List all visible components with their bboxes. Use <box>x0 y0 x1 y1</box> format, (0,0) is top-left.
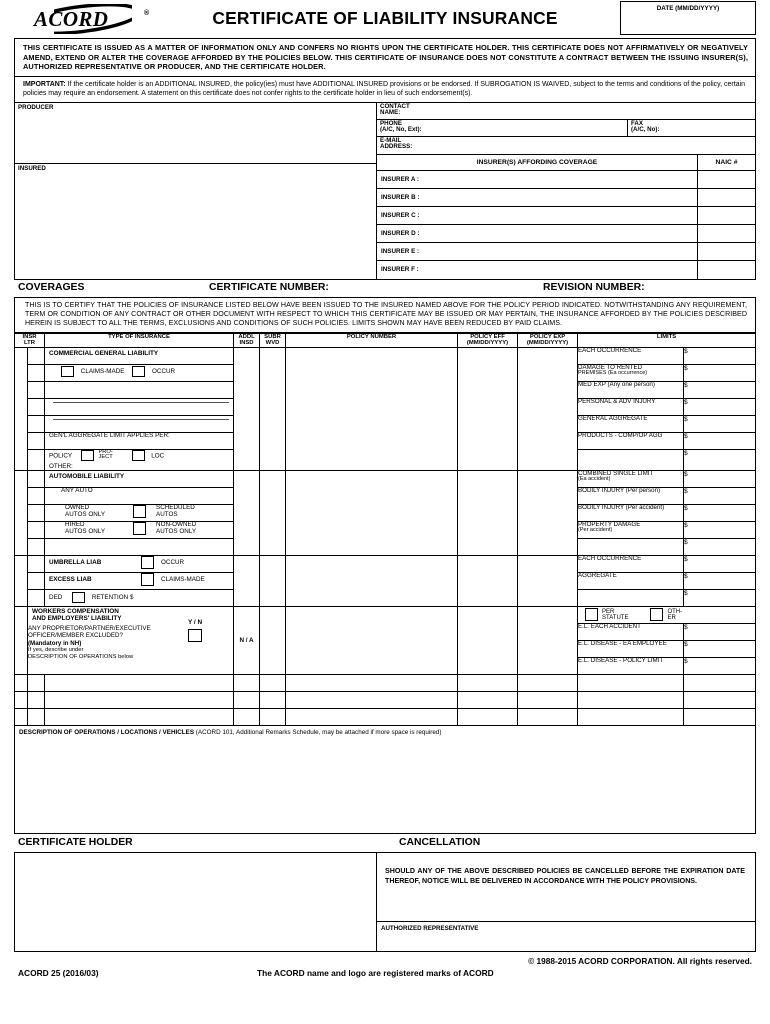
gl-checkbox-claims[interactable] <box>28 364 45 381</box>
auto-limit-label-2: BODILY INJURY (Per accident) <box>578 504 684 521</box>
gl-claims-occur-cell <box>45 364 234 381</box>
wc-limit-label-0: E.L. EACH ACCIDENT <box>578 623 684 640</box>
blank-subr-2[interactable] <box>260 691 286 708</box>
wc-subr-wvd[interactable] <box>260 606 286 674</box>
trademark-notice: The ACORD name and logo are registered marks of ACORD <box>257 967 494 978</box>
insurer-e-naic[interactable] <box>697 243 755 260</box>
contact-email-row[interactable] <box>377 137 755 155</box>
blank-polnum-2[interactable] <box>286 691 458 708</box>
auto-nonowned-label-2: AUTOS ONLY <box>156 527 197 535</box>
insurer-b-label: INSURER B : <box>381 193 420 201</box>
blank-limlab-2[interactable] <box>578 691 684 708</box>
auto-limit-label-4 <box>578 538 684 555</box>
producer-insured-block <box>14 103 756 280</box>
auto-hired-nonowned-cell <box>45 521 234 538</box>
gl-limit-value-3[interactable]: $ <box>684 398 756 415</box>
blank-addl-1[interactable] <box>234 674 260 691</box>
umbrella-limit-value-0[interactable]: $ <box>684 555 756 572</box>
auto-title: AUTOMOBILE LIABILITY <box>49 472 125 480</box>
gl-limit-label-0: EACH OCCURRENCE <box>578 347 684 364</box>
auto-limit-value-4[interactable]: $ <box>684 538 756 555</box>
th-policy-number: POLICY NUMBER <box>286 333 458 347</box>
copyright-text: © 1988-2015 ACORD CORPORATION. All rights reserved. <box>528 955 752 966</box>
auto-any-auto-label: ANY AUTO <box>61 486 93 494</box>
umbrella-policy-eff[interactable] <box>458 555 518 606</box>
gl-claims-made-label: CLAIMS-MADE <box>80 367 125 375</box>
th-policy-exp: POLICY EXP (MM/DD/YYYY) <box>518 333 578 347</box>
gl-checkbox-blank-1[interactable] <box>28 381 45 398</box>
contact-phone-fax-row <box>377 120 755 137</box>
gl-limit-value-6[interactable]: $ <box>684 449 756 470</box>
cancellation-cell <box>377 853 755 951</box>
certificate-number-label: CERTIFICATE NUMBER: <box>209 281 329 293</box>
wc-limit-label-1: E.L. DISEASE - EA EMPLOYEE <box>578 640 684 657</box>
blank-row-2 <box>15 691 756 708</box>
umbrella-row-1 <box>15 555 756 572</box>
gl-limit-label-5: PRODUCTS - COMP/OP AGG <box>578 432 684 449</box>
wc-ifyes-1: If yes, describe under <box>28 646 84 653</box>
insurer-e-label: INSURER E : <box>381 247 420 255</box>
gl-writein-2[interactable] <box>45 415 234 432</box>
wc-title-1: WORKERS COMPENSATION <box>32 607 119 615</box>
blank-subr-1[interactable] <box>260 674 286 691</box>
gl-limit-label-3: PERSONAL & ADV INJURY <box>578 398 684 415</box>
umbrella-checkbox[interactable] <box>28 555 45 572</box>
wc-policy-number[interactable] <box>286 606 458 674</box>
coverages-bar <box>14 282 756 297</box>
auto-limit-label-1: BODILY INJURY (Per person) <box>578 487 684 504</box>
table-header-row <box>15 333 756 347</box>
gl-project-checkbox[interactable] <box>81 450 94 461</box>
gl-title-cell <box>45 347 234 364</box>
gl-checkbox-blank-3[interactable] <box>28 415 45 432</box>
blank-limlab-3[interactable] <box>578 708 684 725</box>
gl-addl-insd[interactable] <box>234 347 260 470</box>
auto-scheduled-label-2: AUTOS <box>156 510 178 518</box>
gl-other-label[interactable]: OTHER: <box>49 462 73 470</box>
auto-subr-wvd[interactable] <box>260 470 286 555</box>
umbrella-limit-value-2[interactable]: $ <box>684 589 756 606</box>
wc-other-checkbox[interactable] <box>650 608 663 621</box>
gl-agg-spacer <box>28 432 45 449</box>
wc-question-1: ANY PROPRIETOR/PARTNER/EXECUTIVE <box>28 625 151 633</box>
insurer-f-naic[interactable] <box>697 261 755 279</box>
ded-checkbox[interactable] <box>28 589 45 606</box>
umbrella-limit-label-2 <box>578 589 684 606</box>
auto-any-auto-cell <box>45 487 234 504</box>
auto-title-cell <box>45 470 234 487</box>
important-notice <box>14 77 756 102</box>
auto-scheduled-label-1: SCHEDULED <box>156 503 195 511</box>
gl-checkbox-blank-2[interactable] <box>28 398 45 415</box>
auto-owned-scheduled-cell <box>45 504 234 521</box>
blank-eff-3[interactable] <box>458 708 518 725</box>
holder-cancellation-bar <box>14 837 756 852</box>
auto-scheduled-checkbox[interactable] <box>133 505 146 518</box>
umbrella-limit-label-1: AGGREGATE <box>578 572 684 589</box>
gl-project-label-1: PRO- <box>98 448 113 455</box>
gl-project-label-2: JECT <box>98 454 113 461</box>
insurers-header-row <box>377 155 755 171</box>
certify-text: THIS IS TO CERTIFY THAT THE POLICIES OF INSURANCE LISTED BELOW HAVE BEEN ISSUED TO THE INSURED NAMED ABOVE FOR THE POLICY PERIOD INDICATED. NOTWITHSTANDING ANY REQUIREMENT, TERM OR CONDITION OF ANY CONTRACT OR OTHER DOCUMENT WITH RESPECT TO WHICH THIS CERTIFICATE MAY BE ISSUED OR MAY PERTAIN, THE INSURANCE AFFORDED BY THE POLICIES DESCRIBED HEREIN IS SUBJECT TO ALL THE TERMS, EXCLUSIONS AND CONDITIONS OF SUCH POLICIES. LIMITS SHOWN MAY HAVE BEEN REDUCED BY PAID CLAIMS. <box>14 297 756 333</box>
blank-subr-3[interactable] <box>260 708 286 725</box>
form-number: ACORD 25 (2016/03) <box>18 967 99 978</box>
excess-claims-made-label: CLAIMS-MADE <box>161 575 205 583</box>
auto-blank-cell[interactable] <box>45 538 234 555</box>
date-box[interactable] <box>620 1 756 35</box>
gl-loc-label: LOC <box>151 451 165 459</box>
th-addl-insd: ADDL INSD <box>234 333 260 347</box>
producer-insured-left <box>15 103 377 279</box>
blank-limval-1[interactable] <box>684 674 756 691</box>
svg-text:®: ® <box>144 10 150 17</box>
phone-field[interactable] <box>377 120 627 136</box>
gl-limit-value-1[interactable]: $ <box>684 364 756 381</box>
page-title: CERTIFICATE OF LIABILITY INSURANCE <box>212 8 558 28</box>
umbrella-liab-label: UMBRELLA LIAB <box>49 559 102 567</box>
gl-limit-label-1: DAMAGE TO RENTED PREMISES (Ea occurrence) <box>578 364 684 381</box>
gl-occur-checkbox[interactable] <box>132 366 145 377</box>
ded-retention-cell <box>45 589 234 606</box>
blank-addl-2[interactable] <box>234 691 260 708</box>
auto-row-1 <box>15 470 756 487</box>
wc-per-statute-label-1: PER <box>602 608 615 615</box>
insurer-c-label: INSURER C : <box>381 211 420 219</box>
wc-na-label: N / A <box>234 606 260 674</box>
auto-policy-exp[interactable] <box>518 470 578 555</box>
blank-type-1[interactable] <box>45 674 234 691</box>
gl-limit-label-6 <box>578 449 684 470</box>
gl-policy-exp[interactable] <box>518 347 578 470</box>
auto-nonowned-checkbox[interactable] <box>133 522 146 535</box>
insurers-heading: INSURER(S) AFFORDING COVERAGE <box>476 158 598 166</box>
wc-ifyes-2: DESCRIPTION OF OPERATIONS below <box>28 653 134 660</box>
umbrella-occur-checkbox[interactable] <box>141 556 154 569</box>
retention-checkbox[interactable] <box>72 592 85 603</box>
revision-number-label: REVISION NUMBER: <box>543 281 645 293</box>
producer-label: PRODUCER <box>18 103 54 111</box>
policy-table <box>14 333 756 726</box>
wc-other-label-1: OTH- <box>667 608 683 615</box>
insurer-a-naic[interactable] <box>697 171 755 188</box>
form-header <box>14 0 756 38</box>
gl-policy-eff[interactable] <box>458 347 518 470</box>
wc-limit-value-2[interactable]: $ <box>684 657 756 674</box>
insurer-d-label: INSURER D : <box>381 229 420 237</box>
gl-writein-1[interactable] <box>45 398 234 415</box>
gl-aggregate-applies-label: GEN'L AGGREGATE LIMIT APPLIES PER: <box>49 431 170 439</box>
wc-yn-label: Y / N <box>188 618 203 626</box>
wc-per-statute-label-2: STATUTE <box>602 614 629 621</box>
blank-polnum-3[interactable] <box>286 708 458 725</box>
gl-policy-label: POLICY <box>49 451 72 459</box>
th-insr-ltr: INSR LTR <box>15 333 45 347</box>
auto-policy-number[interactable] <box>286 470 458 555</box>
insurer-row-b[interactable] <box>377 189 755 207</box>
insurer-row-f[interactable] <box>377 261 755 279</box>
form-footer-row <box>14 968 756 984</box>
fax-field[interactable] <box>627 120 755 136</box>
gl-loc-checkbox[interactable] <box>132 450 145 461</box>
auto-limit-value-2[interactable]: $ <box>684 504 756 521</box>
auto-hired-label-1: HIRED <box>65 520 85 528</box>
wc-other-label-2: ER <box>667 614 676 621</box>
auto-checkbox-main[interactable] <box>28 470 45 487</box>
auto-hired-label-2: AUTOS ONLY <box>65 527 106 535</box>
auto-limit-label-3: PROPERTY DAMAGE (Per accident) <box>578 521 684 538</box>
insurer-b-naic[interactable] <box>697 189 755 206</box>
auto-limit-value-3[interactable]: $ <box>684 521 756 538</box>
wc-limit-value-0[interactable]: $ <box>684 623 756 640</box>
umbrella-limit-label-0: EACH OCCURRENCE <box>578 555 684 572</box>
blank-eff-1[interactable] <box>458 674 518 691</box>
th-type-of-insurance: TYPE OF INSURANCE <box>45 333 234 347</box>
blank-insr-ltr-1[interactable] <box>15 674 28 691</box>
description-value[interactable] <box>19 736 755 738</box>
contact-name-row[interactable] <box>377 103 755 120</box>
insurer-a-label: INSURER A : <box>381 175 420 183</box>
date-label: DATE (MM/DD/YYYY) <box>656 5 720 12</box>
auto-limit-label-0: COMBINED SINGLE LIMIT (Ea accident) <box>578 470 684 487</box>
naic-heading: NAIC # <box>697 155 755 170</box>
blank-exp-2[interactable] <box>518 691 578 708</box>
gl-limit-value-2[interactable]: $ <box>684 381 756 398</box>
gl-row-1 <box>15 347 756 364</box>
blank-type-2[interactable] <box>45 691 234 708</box>
gl-limit-value-5[interactable]: $ <box>684 432 756 449</box>
gl-checkbox-policy[interactable] <box>28 449 45 470</box>
important-label: IMPORTANT: <box>23 81 66 89</box>
ded-label: DED <box>49 594 63 602</box>
blank-chk-1[interactable] <box>28 674 45 691</box>
blank-polnum-1[interactable] <box>286 674 458 691</box>
gl-per-options-cell <box>45 449 234 470</box>
gl-title: COMMERCIAL GENERAL LIABILITY <box>49 349 159 357</box>
blank-limval-3[interactable] <box>684 708 756 725</box>
wc-mandatory-nh: (Mandatory in NH) <box>28 639 82 647</box>
excess-title-cell <box>45 572 234 589</box>
producer-cell[interactable] <box>15 103 376 164</box>
auto-checkbox-owned[interactable] <box>28 504 45 521</box>
insured-label: INSURED <box>18 164 46 172</box>
wc-limit-label-2: E.L. DISEASE - POLICY LIMIT <box>578 657 684 674</box>
blank-chk-2[interactable] <box>28 691 45 708</box>
auto-limit-value-0[interactable]: $ <box>684 470 756 487</box>
description-note: (ACORD 101, Additional Remarks Schedule, may be attached if more space is required) <box>195 728 442 736</box>
auto-addl-insd[interactable] <box>234 470 260 555</box>
description-label: DESCRIPTION OF OPERATIONS / LOCATIONS / VEHICLES <box>19 728 195 736</box>
gl-limit-value-4[interactable]: $ <box>684 415 756 432</box>
svg-text:ACORD: ACORD <box>34 7 109 31</box>
gl-limit-label-2: MED EXP (Any one person) <box>578 381 684 398</box>
gl-aggregate-applies-cell <box>45 432 234 449</box>
umbrella-policy-exp[interactable] <box>518 555 578 606</box>
wc-description-cell <box>28 606 234 674</box>
blank-insr-ltr-2[interactable] <box>15 691 28 708</box>
insurer-row-e[interactable] <box>377 243 755 261</box>
gl-insr-ltr[interactable] <box>15 347 28 470</box>
umbrella-insr-ltr[interactable] <box>15 555 28 606</box>
blank-row-3 <box>15 708 756 725</box>
auto-owned-label-2: AUTOS ONLY <box>65 510 106 518</box>
retention-label: RETENTION $ <box>91 594 134 602</box>
gl-subr-wvd[interactable] <box>260 347 286 470</box>
auto-insr-ltr[interactable] <box>15 470 28 555</box>
umbrella-occur-label: OCCUR <box>161 558 185 566</box>
insurer-row-d[interactable] <box>377 225 755 243</box>
gl-policy-number[interactable] <box>286 347 458 470</box>
authorized-representative-cell[interactable] <box>377 921 755 951</box>
umbrella-subr-wvd[interactable] <box>260 555 286 606</box>
gl-limit-label-4: GENERAL AGGREGATE <box>578 415 684 432</box>
th-policy-eff: POLICY EFF (MM/DD/YYYY) <box>458 333 518 347</box>
auto-nonowned-label-1: NON-OWNED <box>156 520 197 528</box>
auto-checkbox-blank[interactable] <box>28 538 45 555</box>
coverages-label: COVERAGES <box>18 281 85 293</box>
authorized-representative-label: AUTHORIZED REPRESENTATIVE <box>381 924 479 932</box>
wc-policy-exp[interactable] <box>518 606 578 674</box>
contact-name-label-1: CONTACT <box>380 102 410 110</box>
insurer-f-label: INSURER F : <box>381 265 419 273</box>
important-text: If the certificate holder is an ADDITIONAL INSURED, the policy(ies) must have ADDITIONAL INSURED provisions or be endorsed. If SUBROGATION IS WAIVED, subject to the terms and conditions of the policy, certain policies may require an endorsement. A statement on this certificate does not confer rights to the certificate holder in lieu of such endorsement(s). <box>23 81 746 98</box>
auto-owned-label-1: OWNED <box>65 503 90 511</box>
blank-addl-3[interactable] <box>234 708 260 725</box>
certificate-holder-value[interactable] <box>15 853 376 859</box>
wc-insr-ltr[interactable] <box>15 606 28 674</box>
wc-per-statute-checkbox[interactable] <box>585 608 598 621</box>
contact-name-label-2: NAME: <box>380 109 401 117</box>
gl-occur-label: OCCUR <box>152 367 176 375</box>
wc-excluded-checkbox[interactable] <box>188 629 202 642</box>
umbrella-policy-number[interactable] <box>286 555 458 606</box>
auto-checkbox-hired[interactable] <box>28 521 45 538</box>
email-value[interactable] <box>505 137 755 154</box>
wc-title-2: AND EMPLOYERS' LIABILITY <box>32 615 122 623</box>
cancellation-text: SHOULD ANY OF THE ABOVE DESCRIBED POLICIES BE CANCELLED BEFORE THE EXPIRATION DATE THEREOF, NOTICE WILL BE DELIVERED IN ACCORDANCE WITH THE POLICY PROVISIONS. <box>385 866 745 885</box>
blank-insr-ltr-3[interactable] <box>15 708 28 725</box>
gl-blank-1[interactable] <box>45 381 234 398</box>
insurer-row-c[interactable] <box>377 207 755 225</box>
blank-eff-2[interactable] <box>458 691 518 708</box>
wc-statute-other-cell <box>578 606 756 623</box>
phone-label-1: PHONE <box>380 119 403 127</box>
umbrella-addl-insd[interactable] <box>234 555 260 606</box>
certificate-holder-label: CERTIFICATE HOLDER <box>18 836 133 848</box>
insurer-d-naic[interactable] <box>697 225 755 242</box>
excess-liab-label: EXCESS LIAB <box>49 576 92 584</box>
blank-type-3[interactable] <box>45 708 234 725</box>
auto-limit-value-1[interactable]: $ <box>684 487 756 504</box>
gl-claims-made-checkbox[interactable] <box>61 366 74 377</box>
phone-label-2: (A/C, No, Ext): <box>380 126 422 134</box>
umbrella-limit-value-1[interactable]: $ <box>684 572 756 589</box>
auto-checkbox-any[interactable] <box>28 487 45 504</box>
contact-insurers-right <box>377 103 755 279</box>
wc-limit-value-1[interactable]: $ <box>684 640 756 657</box>
blank-limlab-1[interactable] <box>578 674 684 691</box>
email-label-2: ADDRESS: <box>380 143 413 151</box>
blank-exp-1[interactable] <box>518 674 578 691</box>
holder-cancellation-block <box>14 852 756 952</box>
gl-limit-value-0[interactable]: $ <box>684 347 756 364</box>
gl-checkbox-main[interactable] <box>28 347 45 364</box>
wc-question-2: OFFICER/MEMBER EXCLUDED? <box>28 632 123 640</box>
certificate-holder-cell[interactable] <box>15 853 377 951</box>
excess-checkbox[interactable] <box>28 572 45 589</box>
wc-row-1 <box>15 606 756 623</box>
insurer-row-a[interactable] <box>377 171 755 189</box>
description-of-operations[interactable] <box>14 726 756 834</box>
cancellation-label: CANCELLATION <box>399 836 481 848</box>
disclaimer-notice: THIS CERTIFICATE IS ISSUED AS A MATTER OF INFORMATION ONLY AND CONFERS NO RIGHTS UPON THE CERTIFICATE HOLDER. THIS CERTIFICATE DOES NOT AFFIRMATIVELY OR NEGATIVELY AMEND, EXTEND OR ALTER THE COVERAGE AFFORDED BY THE POLICIES BELOW. THIS CERTIFICATE OF INSURANCE DOES NOT CONSTITUTE A CONTRACT BETWEEN THE ISSUING INSURER(S), AUTHORIZED REPRESENTATIVE OR PRODUCER, AND THE CERTIFICATE HOLDER. <box>14 38 756 77</box>
fax-label-1: FAX <box>631 119 644 127</box>
auto-policy-eff[interactable] <box>458 470 518 555</box>
blank-row-1 <box>15 674 756 691</box>
wc-policy-eff[interactable] <box>458 606 518 674</box>
fax-label-2: (A/C, No): <box>631 126 660 134</box>
insurer-c-naic[interactable] <box>697 207 755 224</box>
insured-cell[interactable] <box>15 164 376 250</box>
th-subr-wvd: SUBR WVD <box>260 333 286 347</box>
th-limits: LIMITS <box>578 333 756 347</box>
contact-name-value[interactable] <box>505 103 755 119</box>
blank-chk-3[interactable] <box>28 708 45 725</box>
umbrella-title-cell <box>45 555 234 572</box>
excess-claims-made-checkbox[interactable] <box>141 573 154 586</box>
blank-exp-3[interactable] <box>518 708 578 725</box>
blank-limval-2[interactable] <box>684 691 756 708</box>
email-label-1: E-MAIL <box>380 136 402 144</box>
